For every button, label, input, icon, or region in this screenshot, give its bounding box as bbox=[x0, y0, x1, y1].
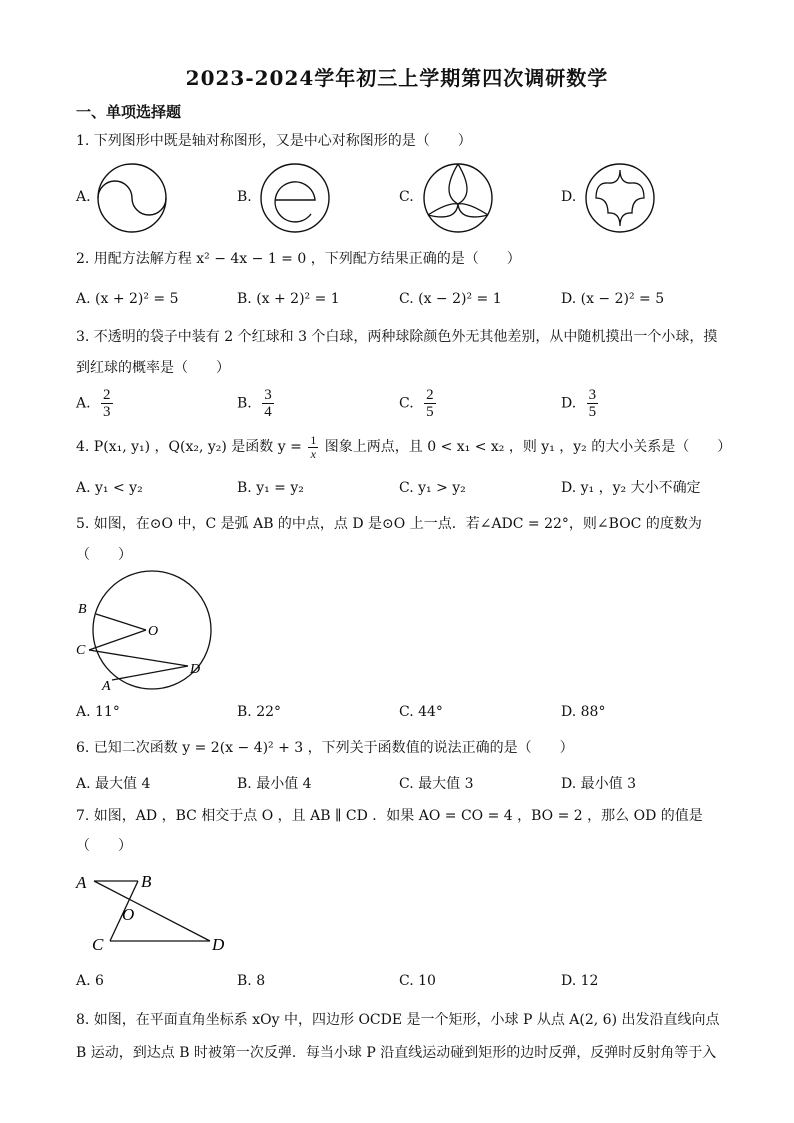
question-5-stem-line2: （ ） bbox=[76, 547, 132, 563]
denominator: x bbox=[310, 446, 316, 461]
q7-option-b: B. 8 bbox=[237, 973, 266, 989]
q1-option-b: B. bbox=[237, 189, 252, 205]
q4-option-d: D. y₁ ，y₂ 大小不确定 bbox=[561, 480, 701, 496]
q5-option-b: B. 22° bbox=[237, 704, 282, 720]
numerator: 1 bbox=[310, 432, 317, 447]
q1-option-c: C. bbox=[399, 189, 414, 205]
q3-option-a bbox=[76, 387, 113, 420]
q4-stem-part2: 图象上两点，且 0 < x₁ < x₂ ，则 y₁ ，y₂ 的大小关系是（ ） bbox=[324, 439, 732, 455]
page-title: 2023-2024学年初三上学期第四次调研数学 bbox=[185, 66, 609, 90]
q6-option-c: C. 最大值 3 bbox=[399, 776, 474, 792]
denominator: 3 bbox=[103, 404, 111, 420]
question-7-stem-line1: 7. 如图，AD ，BC 相交于点 O ，且 AB ∥ CD ．如果 AO = CO = 4 ，BO = 2 ，那么 OD 的值是 bbox=[76, 808, 703, 824]
question-3-stem-line1: 3. 不透明的袋子中装有 2 个红球和 3 个白球，两种球除颜色外无其他差别，从中随机摸出一个小球，摸 bbox=[76, 329, 718, 345]
denominator: 4 bbox=[264, 404, 272, 420]
q3-option-a-label: A. bbox=[76, 395, 91, 412]
numerator: 2 bbox=[103, 387, 111, 403]
q2-option-c: C. (x − 2)² = 1 bbox=[399, 291, 502, 307]
question-8-stem-line1: 8. 如图，在平面直角坐标系 xOy 中，四边形 OCDE 是一个矩形，小球 P 从点 A(2, 6) 出发沿直线向点 bbox=[76, 1012, 720, 1028]
q4-option-b: B. y₁ = y₂ bbox=[237, 480, 304, 496]
q2-option-d: D. (x − 2)² = 5 bbox=[561, 291, 665, 307]
q5-circle-figure bbox=[74, 572, 224, 697]
q6-option-b: B. 最小值 4 bbox=[237, 776, 312, 792]
q5-option-a: A. 11° bbox=[76, 704, 120, 720]
label-o: O bbox=[122, 905, 135, 924]
q4-option-c: C. y₁ > y₂ bbox=[399, 480, 466, 496]
question-3-stem-line2: 到红球的概率是（ ） bbox=[76, 360, 230, 376]
q3-option-b-label: B. bbox=[237, 395, 252, 412]
section-heading: 一、单项选择题 bbox=[76, 103, 182, 121]
q7-option-d: D. 12 bbox=[561, 973, 599, 989]
label-o: O bbox=[148, 624, 159, 639]
q3-option-d-label: D. bbox=[561, 395, 577, 412]
q7-triangle-figure bbox=[74, 866, 234, 960]
question-8-stem-line2: B 运动，到达点 B 时被第一次反弹．每当小球 P 沿直线运动碰到矩形的边时反弹，反弹时反射角等于入 bbox=[76, 1045, 717, 1061]
q3-option-b-fraction bbox=[262, 387, 274, 420]
q5-option-d: D. 88° bbox=[561, 704, 606, 720]
q1-option-d: D. bbox=[561, 189, 577, 205]
q1-option-a: A. bbox=[76, 189, 91, 205]
denominator: 5 bbox=[426, 404, 434, 420]
question-2-stem: 2. 用配方法解方程 x² − 4x − 1 = 0 ，下列配方结果正确的是（ ） bbox=[76, 251, 521, 267]
q3-option-b bbox=[237, 387, 274, 420]
q7-option-c: C. 10 bbox=[399, 973, 436, 989]
numerator: 2 bbox=[426, 387, 434, 403]
q3-option-d-fraction bbox=[587, 387, 599, 420]
question-7-stem-line2: （ ） bbox=[76, 838, 132, 854]
label-d: D bbox=[190, 662, 201, 677]
q2-option-b: B. (x + 2)² = 1 bbox=[237, 291, 340, 307]
q7-option-a: A. 6 bbox=[76, 973, 104, 989]
label-b: B bbox=[141, 872, 152, 891]
question-6-stem: 6. 已知二次函数 y = 2(x − 4)² + 3 ，下列关于函数值的说法正确的是（ ） bbox=[76, 740, 574, 756]
label-a: A bbox=[102, 679, 111, 694]
question-4-stem bbox=[76, 432, 731, 462]
question-5-stem-line1: 5. 如图，在⊙O 中，C 是弧 AB 的中点，点 D 是⊙O 上一点．若∠ADC = 22°，则∠BOC 的度数为 bbox=[76, 516, 702, 532]
q3-option-c-label: C. bbox=[399, 395, 414, 412]
numerator: 3 bbox=[264, 387, 272, 403]
q4-stem-part1: 4. P(x₁, y₁) ，Q(x₂, y₂) 是函数 y = bbox=[76, 439, 302, 455]
q6-option-a: A. 最大值 4 bbox=[76, 776, 151, 792]
q3-option-d bbox=[561, 387, 598, 420]
q1-figure-d-star-circle bbox=[580, 160, 660, 240]
q3-option-a-fraction bbox=[101, 387, 113, 420]
q4-fraction bbox=[308, 434, 318, 461]
denominator: 5 bbox=[588, 404, 597, 420]
q1-figure-c-three-petals bbox=[418, 160, 498, 240]
q3-option-c-fraction bbox=[424, 387, 436, 420]
label-a: A bbox=[76, 873, 87, 892]
numerator: 3 bbox=[588, 387, 597, 403]
q1-figure-a-yin-yang bbox=[92, 160, 172, 240]
q6-option-d: D. 最小值 3 bbox=[561, 776, 636, 792]
question-1-stem: 1. 下列图形中既是轴对称图形，又是中心对称图形的是（ ） bbox=[76, 133, 472, 149]
q2-option-a: A. (x + 2)² = 5 bbox=[76, 291, 179, 307]
label-d: D bbox=[212, 935, 225, 954]
q4-option-a: A. y₁ < y₂ bbox=[76, 480, 143, 496]
label-c: C bbox=[76, 643, 86, 658]
label-c: C bbox=[92, 935, 104, 954]
q3-option-c bbox=[399, 387, 436, 420]
q1-figure-b-e-circle bbox=[255, 160, 335, 240]
label-b: B bbox=[78, 602, 87, 617]
q5-option-c: C. 44° bbox=[399, 704, 443, 720]
